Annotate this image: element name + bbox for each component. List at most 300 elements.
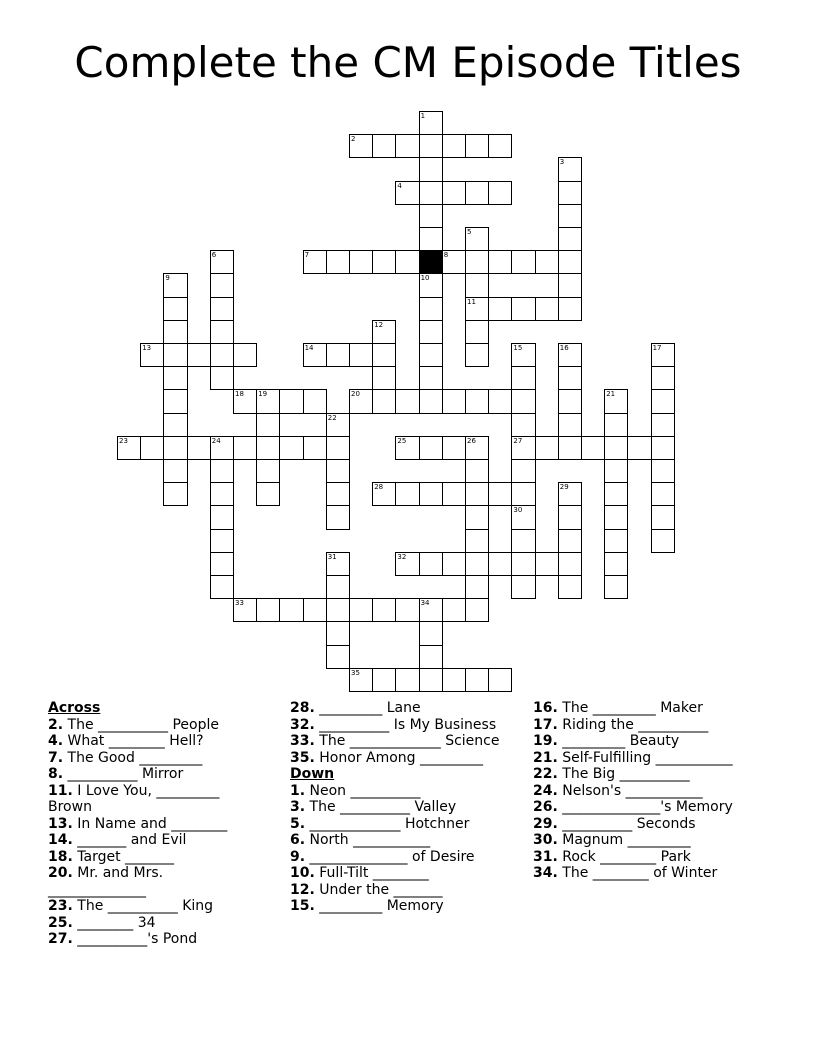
grid-cell[interactable] <box>210 482 234 506</box>
across-clue: 25. ________ 34 <box>48 914 156 931</box>
grid-cell[interactable] <box>651 459 675 483</box>
grid-cell[interactable] <box>511 529 535 553</box>
grid-cell[interactable] <box>233 343 257 367</box>
grid-cell[interactable] <box>488 389 512 413</box>
grid-cell[interactable] <box>419 552 443 576</box>
grid-cell[interactable] <box>465 320 489 344</box>
grid-cell[interactable] <box>372 250 396 274</box>
grid-cell[interactable] <box>210 436 234 460</box>
grid-cell[interactable] <box>442 134 466 158</box>
across-clue: 4. What ________ Hell? <box>48 733 204 749</box>
clue-num: 1. <box>290 782 306 799</box>
grid-cell[interactable] <box>488 181 512 205</box>
clue-number: 18 <box>235 390 244 399</box>
clue-num: 12. <box>290 881 315 898</box>
grid-cell[interactable] <box>303 436 327 460</box>
clue-number: 22 <box>327 413 337 422</box>
grid-cell[interactable] <box>465 505 489 529</box>
grid-cell[interactable] <box>465 598 489 622</box>
clue-number: 27 <box>513 436 523 445</box>
grid-cell[interactable] <box>349 134 373 158</box>
grid-cell[interactable] <box>372 598 396 622</box>
grid-cell[interactable] <box>651 482 675 506</box>
grid-cell[interactable] <box>326 575 350 599</box>
grid-cell[interactable] <box>326 552 350 576</box>
grid-cell[interactable] <box>511 297 535 321</box>
grid-cell[interactable] <box>349 343 373 367</box>
grid-cell[interactable] <box>279 389 303 413</box>
grid-cell[interactable] <box>558 413 582 437</box>
grid-cell[interactable] <box>651 413 675 437</box>
grid-cell[interactable] <box>163 320 187 344</box>
grid-cell[interactable] <box>419 668 443 692</box>
grid-cell[interactable] <box>233 389 257 413</box>
grid-cell[interactable] <box>465 575 489 599</box>
grid-cell[interactable] <box>210 575 234 599</box>
grid-cell[interactable] <box>395 552 419 576</box>
grid-cell[interactable] <box>419 134 443 158</box>
grid-cell[interactable] <box>535 552 559 576</box>
grid-cell[interactable] <box>372 343 396 367</box>
grid-cell[interactable] <box>256 436 280 460</box>
grid-cell[interactable] <box>326 436 350 460</box>
across-clue: 35. Honor Among _________ <box>290 749 483 766</box>
clue-number: 5 <box>467 228 472 236</box>
down-clue: 17. Riding the __________ <box>533 716 709 733</box>
grid-cell[interactable] <box>372 366 396 390</box>
grid-cell[interactable] <box>651 366 675 390</box>
grid-cell[interactable] <box>163 273 187 297</box>
clue-number: 16 <box>559 344 569 352</box>
clue-number: 26 <box>467 436 476 445</box>
across-clue: 23. The __________ King <box>48 898 214 914</box>
down-clue: 26. ______________'s Memory <box>533 799 733 815</box>
clue-number: 1 <box>420 112 426 120</box>
clue-num: 16. <box>533 700 558 716</box>
grid-cell[interactable] <box>419 111 443 135</box>
down-clue: 31. Rock ________ Park <box>533 848 691 865</box>
grid-cell[interactable] <box>465 250 489 274</box>
grid-cell[interactable] <box>210 343 234 367</box>
across-clue: 18. Target _______ <box>48 848 175 865</box>
grid-cell[interactable] <box>210 505 234 529</box>
grid-cell[interactable] <box>558 181 582 205</box>
grid-cell[interactable] <box>511 366 535 390</box>
grid-cell[interactable] <box>511 413 535 437</box>
grid-cell[interactable] <box>163 482 187 506</box>
clue-num: 9. <box>290 848 306 865</box>
clue-num: 24. <box>533 782 558 799</box>
clues-column-2 <box>290 700 515 915</box>
grid-cell[interactable] <box>419 227 443 251</box>
grid-cell[interactable] <box>279 436 303 460</box>
grid-cell[interactable] <box>419 482 443 506</box>
grid-cell[interactable] <box>210 320 234 344</box>
grid-cell[interactable] <box>488 297 512 321</box>
grid-cell[interactable] <box>349 389 373 413</box>
grid-cell[interactable] <box>326 459 350 483</box>
grid-cell[interactable] <box>465 297 489 321</box>
clue-number: 13 <box>142 344 152 352</box>
grid-cell[interactable] <box>419 320 443 344</box>
clue-num: 18. <box>48 848 73 865</box>
grid-cell[interactable] <box>303 598 327 622</box>
grid-cell[interactable] <box>651 436 675 460</box>
grid-cell[interactable] <box>604 389 628 413</box>
grid-cell[interactable] <box>558 227 582 251</box>
grid-cell[interactable] <box>604 575 628 599</box>
grid-cell[interactable] <box>511 575 535 599</box>
grid-cell[interactable] <box>163 366 187 390</box>
puzzle-title: Complete the CM Episode Titles <box>74 38 742 87</box>
clue-num: 26. <box>533 799 558 815</box>
grid-cell[interactable] <box>511 343 535 367</box>
clue-num: 4. <box>48 733 64 749</box>
grid-cell[interactable] <box>511 389 535 413</box>
grid-cell[interactable] <box>326 598 350 622</box>
clue-num: 2. <box>48 716 64 733</box>
grid-cell[interactable] <box>558 505 582 529</box>
clue-number: 14 <box>304 344 314 352</box>
clue-number: 21 <box>606 390 616 399</box>
down-clue: 10. Full-Tilt ________ <box>290 865 429 881</box>
grid-cell[interactable] <box>256 459 280 483</box>
grid-cell[interactable] <box>558 552 582 576</box>
grid-cell[interactable] <box>210 297 234 321</box>
grid-cell[interactable] <box>419 436 443 460</box>
grid-cell[interactable] <box>465 134 489 158</box>
clue-number: 10 <box>420 274 430 283</box>
clue-num: 27. <box>48 931 73 947</box>
grid-cell[interactable] <box>326 413 350 437</box>
clue-number: 3 <box>559 158 565 167</box>
across-clue: 27. __________'s Pond <box>48 931 198 947</box>
grid-cell[interactable] <box>511 552 535 576</box>
clue-num: 15. <box>290 898 315 914</box>
grid-cell[interactable] <box>372 668 396 692</box>
grid-cell[interactable] <box>233 598 257 622</box>
clue-num: 30. <box>533 832 558 848</box>
grid-cell[interactable] <box>604 529 628 553</box>
clue-num: 8. <box>48 766 64 782</box>
clue-num: 21. <box>533 749 558 766</box>
across-clue: 2. The __________ People <box>48 716 219 733</box>
grid-cell[interactable] <box>558 436 582 460</box>
grid-cell[interactable] <box>210 552 234 576</box>
grid-cell[interactable] <box>558 273 582 297</box>
grid-cell[interactable] <box>419 389 443 413</box>
clue-number: 2 <box>351 135 356 144</box>
grid-cell[interactable] <box>558 529 582 553</box>
grid-cell[interactable] <box>210 273 234 297</box>
grid-cell[interactable] <box>419 204 443 228</box>
clue-number: 24 <box>211 436 221 445</box>
grid-cell[interactable] <box>511 436 535 460</box>
grid-cell[interactable] <box>419 366 443 390</box>
grid-cell[interactable] <box>442 552 466 576</box>
grid-cell[interactable] <box>651 505 675 529</box>
grid-cell[interactable] <box>604 413 628 437</box>
clue-num: 3. <box>290 799 306 815</box>
grid-cell[interactable] <box>558 157 582 181</box>
clue-number: 35 <box>351 668 360 677</box>
grid-cell[interactable] <box>419 645 443 669</box>
clue-num: 25. <box>48 914 73 931</box>
grid-cell[interactable] <box>465 552 489 576</box>
clue-num: 7. <box>48 749 64 766</box>
grid-cell[interactable] <box>488 482 512 506</box>
across-clue: 7. The Good _________ <box>48 749 203 766</box>
down-clue: 30. Magnum _________ <box>533 832 691 848</box>
clue-number: 20 <box>351 390 360 399</box>
grid-cell[interactable] <box>465 459 489 483</box>
grid-cell[interactable] <box>163 413 187 437</box>
grid-cell[interactable] <box>279 598 303 622</box>
grid-cell[interactable] <box>488 668 512 692</box>
clue-number: 31 <box>327 552 337 561</box>
grid-cell[interactable] <box>488 134 512 158</box>
grid-cell[interactable] <box>442 389 466 413</box>
grid-cell[interactable] <box>256 413 280 437</box>
grid-cell[interactable] <box>465 668 489 692</box>
grid-cell[interactable] <box>465 436 489 460</box>
grid-cell[interactable] <box>558 250 582 274</box>
clue-num: 23. <box>48 898 73 914</box>
across-clue: 32. __________ Is My Business <box>290 716 497 733</box>
clue-number: 33 <box>235 599 244 608</box>
clue-num: 11. <box>48 782 73 799</box>
grid-cell[interactable] <box>511 459 535 483</box>
across-clue: 14. _______ and Evil <box>48 832 187 848</box>
across-clue: 28. _________ Lane <box>290 700 421 716</box>
clues-column-1 <box>48 700 263 948</box>
grid-cell[interactable] <box>303 343 327 367</box>
clue-num: 10. <box>290 865 315 881</box>
grid-cell[interactable] <box>604 436 628 460</box>
grid-cell[interactable] <box>256 389 280 413</box>
down-clue: 5. _____________ Hotchner <box>290 815 470 832</box>
grid-cell[interactable] <box>465 227 489 251</box>
down-clue: 21. Self-Fulfilling ___________ <box>533 749 733 766</box>
grid-cell[interactable] <box>233 436 257 460</box>
clue-number: 34 <box>420 599 430 608</box>
grid-cell[interactable] <box>395 668 419 692</box>
grid-cell[interactable] <box>581 436 605 460</box>
clue-num: 33. <box>290 733 315 749</box>
grid-cell[interactable] <box>163 389 187 413</box>
clue-number: 23 <box>119 436 128 445</box>
clue-num: 20. <box>48 865 73 881</box>
grid-cell[interactable] <box>558 204 582 228</box>
clue-number: 11 <box>467 297 476 306</box>
grid-cell[interactable] <box>163 343 187 367</box>
grid-cell[interactable] <box>395 181 419 205</box>
clue-number: 17 <box>652 344 662 352</box>
grid-cell[interactable] <box>187 436 211 460</box>
grid-cell[interactable] <box>651 389 675 413</box>
grid-cell[interactable] <box>419 343 443 367</box>
grid-cell[interactable] <box>442 598 466 622</box>
grid-cell[interactable] <box>442 181 466 205</box>
grid-cell[interactable] <box>442 436 466 460</box>
grid-cell[interactable] <box>395 436 419 460</box>
clue-number: 19 <box>258 390 268 399</box>
grid-cell[interactable] <box>604 482 628 506</box>
clue-number: 28 <box>374 483 384 492</box>
grid-cell[interactable] <box>326 250 350 274</box>
clue-num: 22. <box>533 766 558 782</box>
grid-cell[interactable] <box>488 552 512 576</box>
down-clue: 6. North ___________ <box>290 832 431 848</box>
grid-cell[interactable] <box>558 575 582 599</box>
grid-cell[interactable] <box>349 668 373 692</box>
grid-cell[interactable] <box>372 134 396 158</box>
clue-num: 28. <box>290 700 315 716</box>
grid-cell[interactable] <box>651 529 675 553</box>
across-clue: 13. In Name and ________ <box>48 815 228 832</box>
grid-cell[interactable] <box>210 529 234 553</box>
grid-cell[interactable] <box>604 459 628 483</box>
down-clue: 12. Under the _______ <box>290 881 443 898</box>
grid-cell[interactable] <box>395 250 419 274</box>
clue-num: 31. <box>533 848 558 865</box>
clue-number: 9 <box>165 274 170 283</box>
grid-cell[interactable] <box>256 598 280 622</box>
clue-num: 35. <box>290 749 315 766</box>
grid-cell[interactable] <box>303 389 327 413</box>
clues-column-3 <box>533 700 758 882</box>
down-clue: 34. The ________ of Winter <box>533 865 718 881</box>
grid-cell[interactable] <box>558 297 582 321</box>
clue-number: 15 <box>513 344 523 352</box>
clue-num: 6. <box>290 832 306 848</box>
grid-cell[interactable] <box>349 250 373 274</box>
grid-cell[interactable] <box>558 389 582 413</box>
grid-cell[interactable] <box>210 459 234 483</box>
clue-num: 14. <box>48 832 73 848</box>
clue-num: 13. <box>48 815 73 832</box>
grid-cell[interactable] <box>326 621 350 645</box>
grid-cell[interactable] <box>558 366 582 390</box>
grid-cell[interactable] <box>256 482 280 506</box>
grid-cell[interactable] <box>465 343 489 367</box>
grid-cell[interactable] <box>372 320 396 344</box>
down-heading: Down <box>290 766 335 782</box>
clue-number: 12 <box>374 320 384 329</box>
grid-cell[interactable] <box>326 343 350 367</box>
across-clue: 33. The _____________ Science <box>290 733 500 749</box>
clue-number: 32 <box>397 552 407 561</box>
grid-cell[interactable] <box>117 436 141 460</box>
down-clue: 29. __________ Seconds <box>533 815 696 832</box>
grid-cell[interactable] <box>465 181 489 205</box>
grid-cell[interactable] <box>140 343 164 367</box>
clue-number: 4 <box>397 181 402 190</box>
across-heading: Across <box>48 700 101 716</box>
grid-cell[interactable] <box>511 250 535 274</box>
grid-cell[interactable] <box>465 273 489 297</box>
grid-cell[interactable] <box>558 343 582 367</box>
grid-cell[interactable] <box>419 273 443 297</box>
grid-cell[interactable] <box>419 621 443 645</box>
clue-number: 25 <box>397 436 407 445</box>
grid-cell[interactable] <box>163 459 187 483</box>
grid-block-cell <box>419 250 443 274</box>
grid-cell[interactable] <box>419 181 443 205</box>
grid-cell[interactable] <box>419 297 443 321</box>
grid-cell[interactable] <box>210 366 234 390</box>
grid-cell[interactable] <box>535 436 559 460</box>
grid-cell[interactable] <box>465 482 489 506</box>
down-clue: 19. _________ Beauty <box>533 733 680 749</box>
grid-cell[interactable] <box>535 297 559 321</box>
clue-num: 17. <box>533 716 558 733</box>
clue-num: 5. <box>290 815 306 832</box>
grid-cell[interactable] <box>395 134 419 158</box>
grid-cell[interactable] <box>140 436 164 460</box>
across-clue: 8. __________ Mirror <box>48 766 184 782</box>
grid-cell[interactable] <box>419 157 443 181</box>
grid-cell[interactable] <box>465 389 489 413</box>
grid-cell[interactable] <box>558 482 582 506</box>
grid-cell[interactable] <box>210 250 234 274</box>
grid-cell[interactable] <box>488 250 512 274</box>
across-clue: 20. Mr. and Mrs. ______________ <box>48 865 164 898</box>
grid-cell[interactable] <box>604 552 628 576</box>
grid-cell[interactable] <box>395 598 419 622</box>
down-clue: 22. The Big __________ <box>533 766 690 782</box>
clue-number: 7 <box>304 251 310 260</box>
grid-cell[interactable] <box>326 505 350 529</box>
grid-cell[interactable] <box>349 598 373 622</box>
grid-cell[interactable] <box>372 389 396 413</box>
clue-number: 30 <box>513 506 523 515</box>
grid-cell[interactable] <box>627 436 651 460</box>
grid-cell[interactable] <box>163 436 187 460</box>
grid-cell[interactable] <box>604 505 628 529</box>
grid-cell[interactable] <box>442 668 466 692</box>
grid-cell[interactable] <box>511 482 535 506</box>
grid-cell[interactable] <box>442 482 466 506</box>
grid-cell[interactable] <box>395 482 419 506</box>
down-clue: 24. Nelson's ___________ <box>533 782 703 799</box>
grid-cell[interactable] <box>465 529 489 553</box>
clue-num: 34. <box>533 865 558 881</box>
grid-cell[interactable] <box>419 598 443 622</box>
grid-cell[interactable] <box>651 343 675 367</box>
down-clue: 3. The __________ Valley <box>290 799 457 815</box>
clue-num: 29. <box>533 815 558 832</box>
down-clue: 1. Neon __________ <box>290 782 421 799</box>
grid-cell[interactable] <box>511 505 535 529</box>
grid-cell[interactable] <box>187 343 211 367</box>
across-clue: 11. I Love You, _________ Brown <box>48 782 220 815</box>
clue-number: 8 <box>443 251 449 260</box>
clue-num: 19. <box>533 733 558 749</box>
grid-cell[interactable] <box>535 250 559 274</box>
grid-cell[interactable] <box>372 482 396 506</box>
grid-cell[interactable] <box>303 250 327 274</box>
grid-cell[interactable] <box>442 250 466 274</box>
down-clue: 16. The _________ Maker <box>533 700 703 716</box>
down-clue: 9. ______________ of Desire <box>290 848 475 865</box>
grid-cell[interactable] <box>163 297 187 321</box>
clue-num: 32. <box>290 716 315 733</box>
grid-cell[interactable] <box>326 645 350 669</box>
grid-cell[interactable] <box>395 389 419 413</box>
grid-cell[interactable] <box>326 482 350 506</box>
clue-number: 29 <box>559 483 569 492</box>
